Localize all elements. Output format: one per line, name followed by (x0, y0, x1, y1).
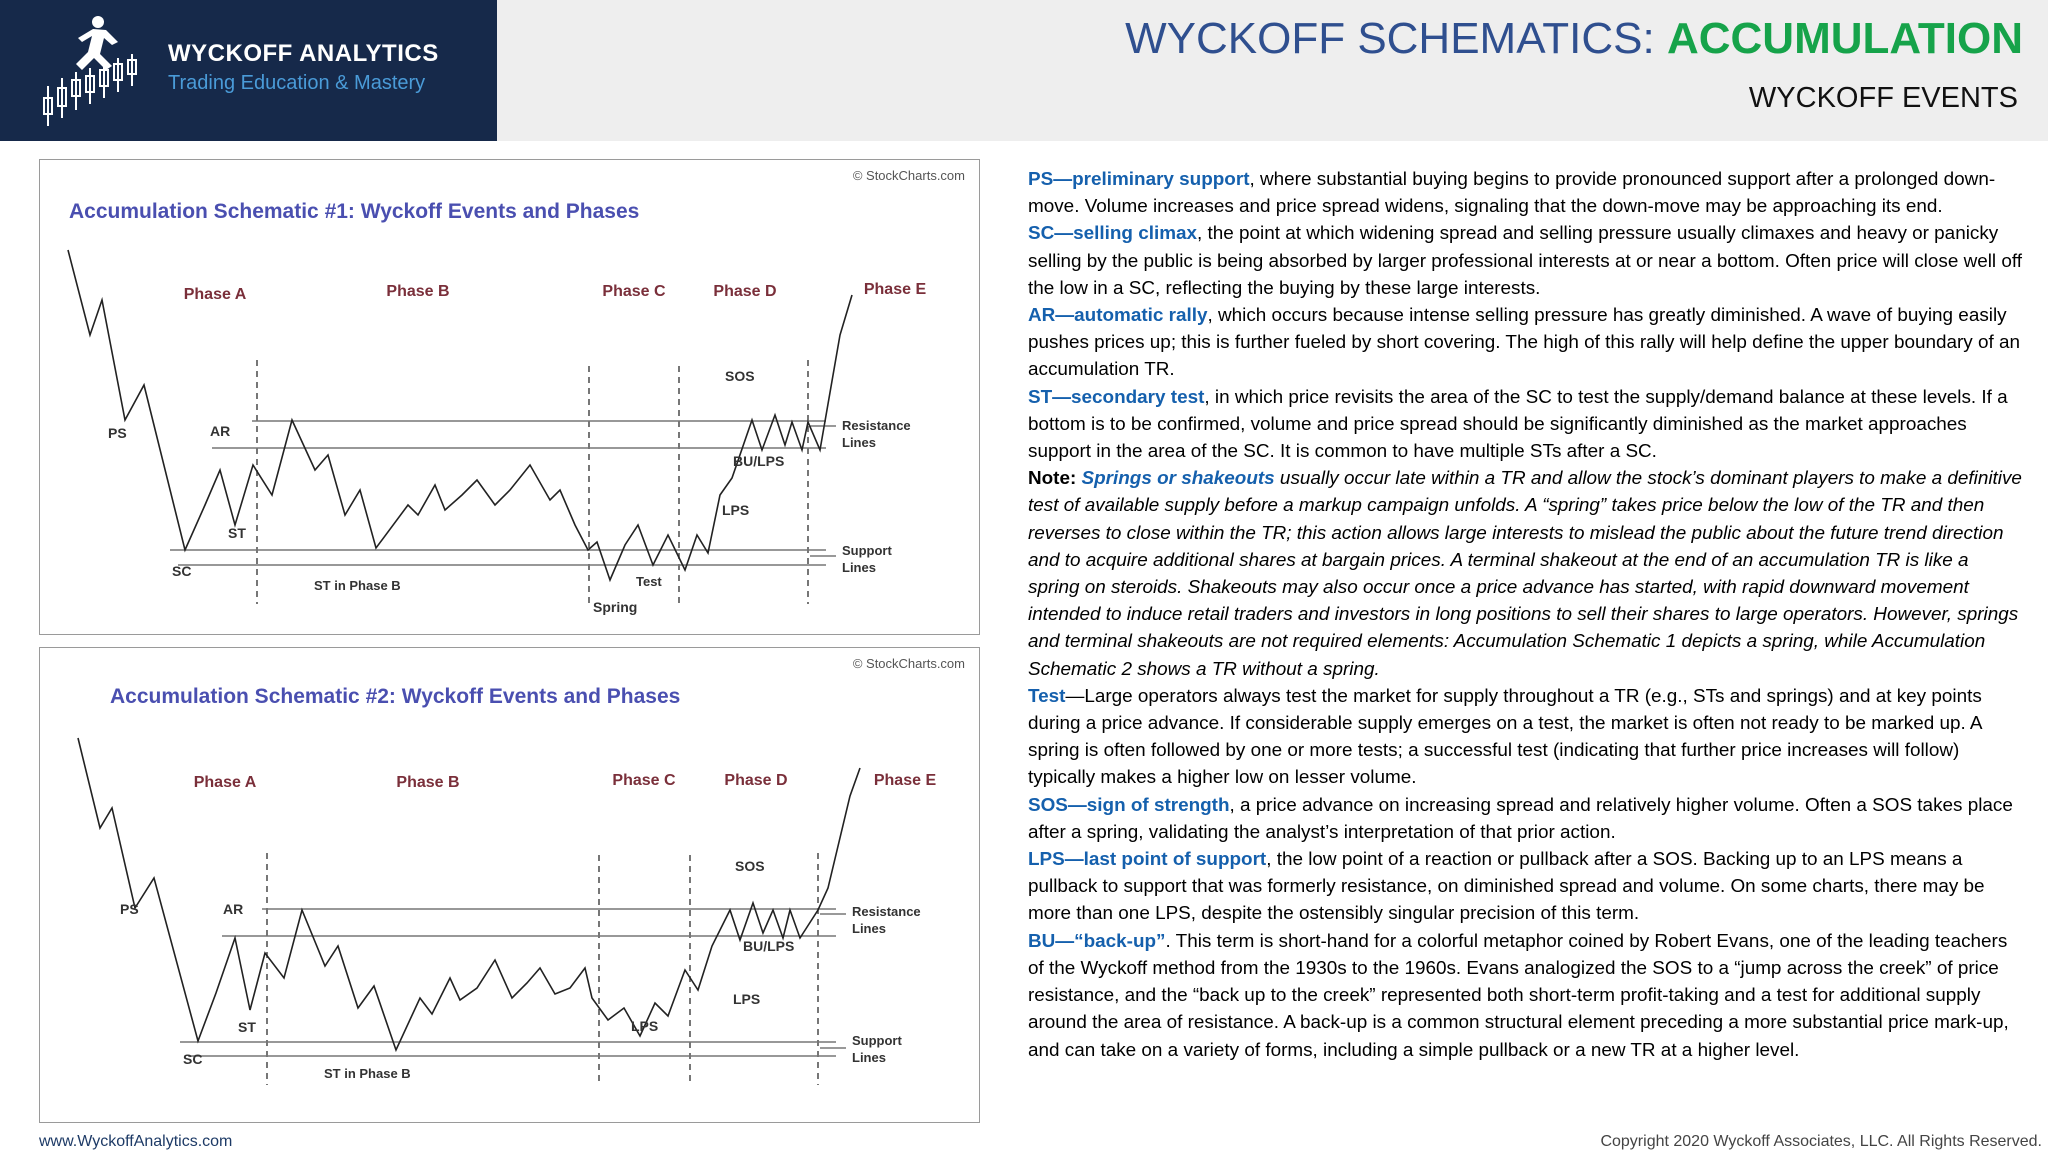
lps-phase-c-label: LPS (631, 1018, 659, 1034)
sos-label: SOS (725, 368, 755, 384)
support-label: Support (842, 543, 892, 558)
line-labels (820, 904, 921, 1065)
schematic-1-panel (39, 159, 980, 635)
ar-label: AR (223, 901, 244, 917)
definition-body: . This term is short-hand for a colorful metaphor coined by Robert Evans, one of the leading teachers of the Wyckoff method from the 1930s to the 1960s. Evans analogized the SOS to a “jump across the creek” of price resistance, and the “back up to the creek” represented both short-term profit-taking and a test for additional supply around the area of resistance. A back-up is a common structural element preceding a more substantial price mark-up, and can take on a variety of forms, including a simple pullback or a new TR at a higher level. (1028, 930, 2009, 1061)
resistance-lines-label: Lines (842, 435, 876, 450)
term-springs: Springs or shakeouts (1081, 468, 1275, 490)
phase-labels (194, 772, 937, 791)
definition-body: , the low point of a reaction or pullback after a SOS. Backing up to an LPS means a pullback to support that was formerly resistance, on diminished spread and volume. On some charts, there may be more than one LPS, despite the ostensibly singular precision of this term. (1028, 849, 1985, 925)
phase-e-label: Phase E (873, 772, 937, 789)
event-definitions (1028, 166, 2023, 1064)
bu-lps-label: BU/LPS (743, 938, 795, 954)
definition-body: , the point at which widening spread and selling pressure usually climaxes and heavy or panicky selling by the public is being absorbed by larger professional interests at or near a bottom. Often price will close well off the low in a SC, reflecting the buying by these large interests. (1028, 223, 2023, 299)
definition-lps (1028, 846, 2023, 928)
term-bu: BU—“back-up” (1028, 930, 1166, 952)
logo-name: WYCKOFF ANALYTICS (168, 40, 439, 67)
st-phase-b-label: ST in Phase B (324, 1066, 411, 1081)
phase-e-label: Phase E (863, 281, 927, 298)
test-label: Test (636, 574, 662, 589)
title-prefix: WYCKOFF SCHEMATICS: (1125, 14, 1667, 63)
sc-label: SC (172, 563, 192, 579)
resistance-label: Resistance (852, 904, 921, 919)
phase-c-label: Phase C (602, 283, 666, 300)
definition-body: —Large operators always test the market for supply throughout a TR (e.g., STs and springs) and at key points during a price advance. If considerable supply emerges on a test, the market is often not ready to be marked up. A spring is often followed by one or more tests; a successful test (indicating that further price increases will follow) typically makes a higher low on lesser volume. (1028, 685, 1982, 789)
phase-c-label: Phase C (612, 772, 676, 789)
bu-lps-label: BU/LPS (733, 453, 785, 469)
support-lines-label: Lines (842, 560, 876, 575)
event-labels (120, 858, 794, 1081)
st-label: ST (238, 1019, 256, 1035)
definition-ar (1028, 302, 2023, 384)
support-label: Support (852, 1033, 902, 1048)
definition-test (1028, 683, 2023, 792)
note-label: Note: (1028, 468, 1082, 490)
page-title (1125, 14, 2023, 64)
schematic-1-diagram (40, 160, 979, 634)
phase-d-label: Phase D (724, 772, 788, 789)
definition-sos (1028, 792, 2023, 846)
term-ps: PS—preliminary support (1028, 169, 1250, 190)
definition-body: , a price advance on increasing spread and relatively higher volume. Often a SOS takes place after a spring, validating the analyst’s interpretation of that prior action. (1028, 794, 2013, 843)
term-sos: SOS—sign of strength (1028, 794, 1230, 816)
logo-tagline: Trading Education & Mastery (168, 72, 426, 94)
sc-label: SC (183, 1051, 203, 1067)
watermark: © StockCharts.com (852, 168, 965, 183)
schematic-2-panel (39, 647, 980, 1123)
definition-body: , where substantial buying begins to provide pronounced support after a prolonged down-move. Volume increases and price spread widens, signaling that the down-move may be approaching its end. (1028, 169, 1996, 218)
phase-dividers (267, 853, 818, 1085)
definition-body: , which occurs because intense selling pressure has greatly diminished. A wave of buying easily pushes prices up; this is further fueled by short covering. The high of this rally will help define the upper boundary of an accumulation TR. (1028, 305, 2020, 381)
definition-sc (1028, 220, 2023, 302)
term-sc: SC—selling climax (1028, 223, 1198, 245)
line-labels (810, 418, 911, 575)
schematic-title: Accumulation Schematic #2: Wyckoff Events and Phases (110, 685, 681, 708)
footer-copyright: Copyright 2020 Wyckoff Associates, LLC. All Rights Reserved. (1600, 1133, 2042, 1150)
ps-label: PS (108, 425, 127, 441)
schematic-title: Accumulation Schematic #1: Wyckoff Events and Phases (69, 200, 640, 223)
definition-body: , in which price revisits the area of the SC to test the supply/demand balance at these levels. If a bottom is to be confirmed, volume and price spread should be significantly diminished as the market approaches support in the area of the SC. It is common to have multiple STs after a SC. (1028, 386, 2008, 463)
ps-label: PS (120, 901, 139, 917)
st-label: ST (228, 525, 246, 541)
definition-body: usually occur late within a TR and allow the stock’s dominant players to make a definitive test of available supply before a markup campaign unfolds. A “spring” takes price below the low of the TR and then reverses to close within the TR; this action allows large interests to mislead the public about the future trend direction and to acquire additional shares at bargain prices. A terminal shakeout at the end of an accumulation TR is like a spring on steroids. Shakeouts may also occur once a price advance has started, with rapid downward movement intended to induce retail traders and investors in long positions to sell their shares to large operators. However, springs and terminal shakeouts are not required elements: Accumulation Schematic 1 depicts a spring, while Accumulation Schematic 2 shows a TR without a spring. (1028, 468, 2022, 680)
logo[interactable] (0, 0, 497, 141)
schematic-2-diagram (40, 648, 979, 1122)
page-subtitle: WYCKOFF EVENTS (1748, 82, 2018, 114)
footer-website-link[interactable]: www.WyckoffAnalytics.com (39, 1133, 233, 1150)
support-lines-label: Lines (852, 1050, 886, 1065)
phase-a-label: Phase A (183, 286, 247, 303)
runner-candlestick-logo-icon (38, 14, 148, 132)
lps-label: LPS (733, 991, 761, 1007)
title-accent: ACCUMULATION (1666, 14, 2023, 63)
definition-bu (1028, 928, 2023, 1064)
term-st: ST—secondary test (1028, 386, 1205, 408)
phase-labels (184, 281, 927, 303)
st-phase-b-label: ST in Phase B (314, 578, 401, 593)
lps-label: LPS (722, 502, 750, 518)
phase-b-label: Phase B (396, 774, 460, 791)
phase-a-label: Phase A (193, 774, 257, 791)
watermark: © StockCharts.com (852, 656, 965, 671)
term-lps: LPS—last point of support (1028, 849, 1267, 871)
definition-note (1028, 465, 2023, 683)
resistance-label: Resistance (842, 418, 911, 433)
range-lines (170, 421, 826, 565)
term-test: Test (1028, 685, 1066, 707)
event-labels (108, 368, 784, 615)
definition-st (1028, 384, 2023, 466)
ar-label: AR (210, 423, 231, 439)
phase-b-label: Phase B (386, 283, 450, 300)
phase-dividers (257, 360, 808, 604)
resistance-lines-label: Lines (852, 921, 886, 936)
term-ar: AR—automatic rally (1028, 305, 1208, 327)
definition-ps (1028, 166, 2023, 220)
spring-label: Spring (593, 599, 638, 615)
sos-label: SOS (735, 858, 765, 874)
phase-d-label: Phase D (713, 283, 777, 300)
